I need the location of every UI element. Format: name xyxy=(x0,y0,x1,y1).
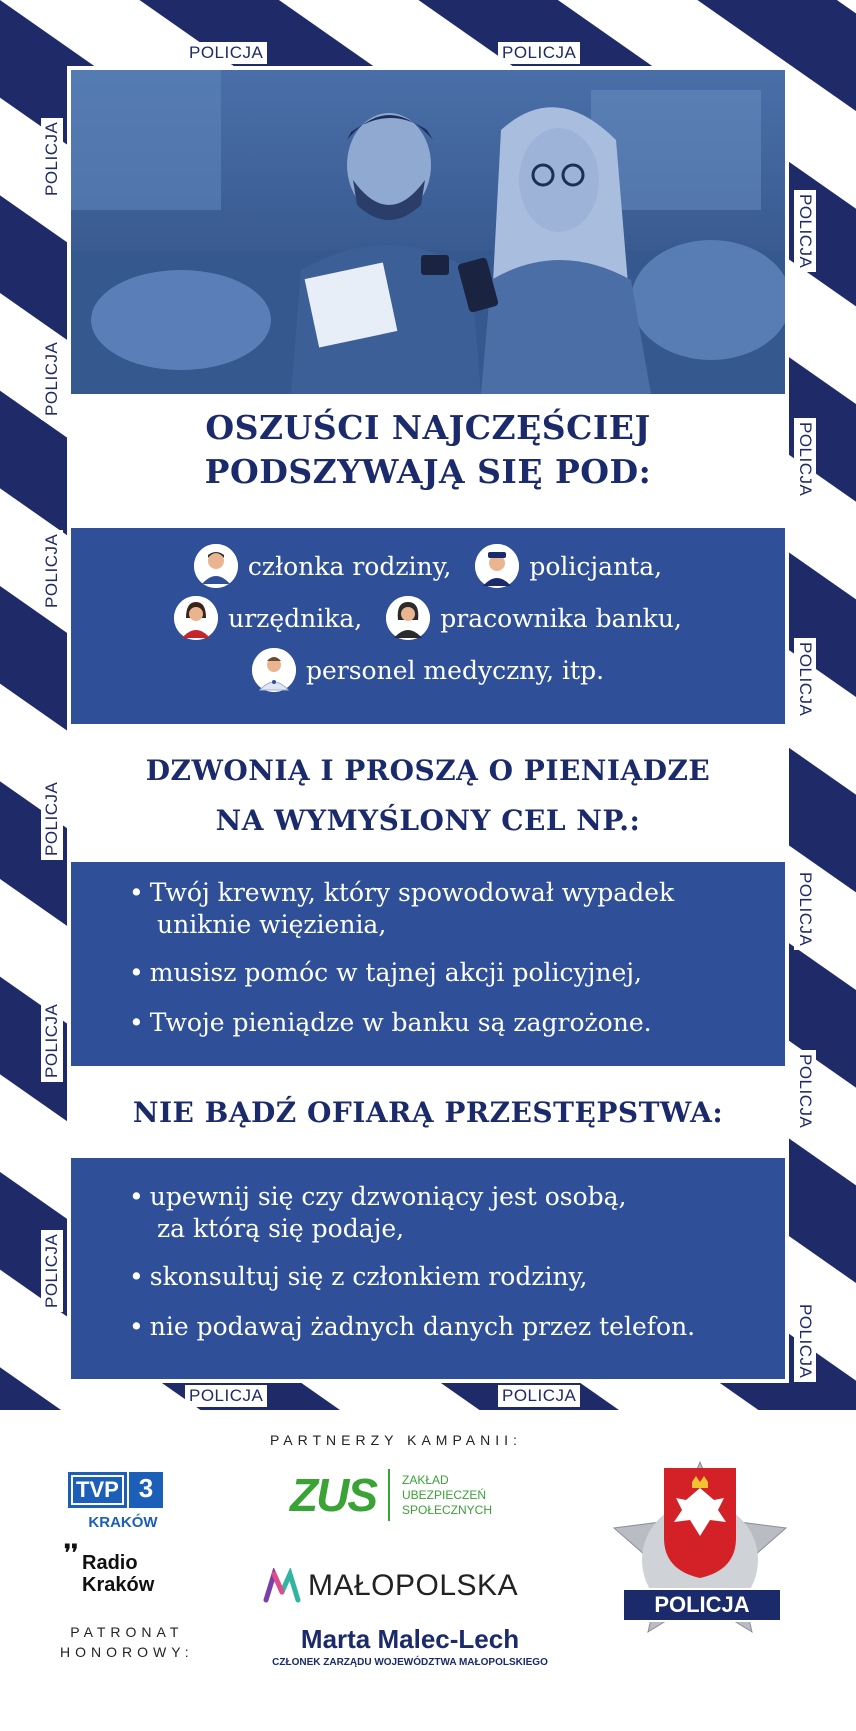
zus-line3: SPOŁECZNYCH xyxy=(402,1502,493,1517)
impersonation-panel xyxy=(71,528,785,724)
border-tag-left-3: POLICJA xyxy=(41,530,63,612)
border-tag-left-2: POLICJA xyxy=(41,338,63,420)
partners-label: PARTNERZY KAMPANII: xyxy=(270,1432,522,1448)
border-tag-right-2: POLICJA xyxy=(794,418,816,500)
border-tag-right-6: POLICJA xyxy=(794,1300,816,1382)
patronat-line1: PATRONAT xyxy=(70,1624,184,1640)
zus-logo xyxy=(290,1468,492,1522)
patron-name: Marta Malec-Lech xyxy=(300,1624,520,1654)
border-tag-right-4: POLICJA xyxy=(794,868,816,950)
couple-with-phone-photo xyxy=(71,70,785,394)
reason-text: Twoje pieniądze w banku są zagrożone. xyxy=(149,1008,652,1037)
heading-impersonators-line2: PODSZYWAJĄ SIĘ POD: xyxy=(204,452,652,491)
advice-text: nie podawaj żadnych danych przez telefon. xyxy=(149,1312,696,1341)
advice-item-continuation: za którą się podaje, xyxy=(157,1214,405,1243)
impersonation-label: członka rodziny, xyxy=(247,551,452,581)
impersonation-item xyxy=(174,596,362,640)
tvp-logo-text: TVP xyxy=(68,1472,127,1508)
family-member-icon xyxy=(194,544,238,588)
impersonation-label: urzędnika, xyxy=(228,603,363,633)
border-tag-right-5: POLICJA xyxy=(794,1050,816,1132)
zus-wordmark: ZUS xyxy=(290,1469,376,1521)
heading-calls-line1: DZWONIĄ I PROSZĄ O PIENIĄDZE xyxy=(145,754,711,787)
reason-item-continuation: uniknie więzienia, xyxy=(157,910,387,939)
border-tag-bottom-left: POLICJA xyxy=(185,1385,267,1407)
impersonation-label: personel medyczny, itp. xyxy=(305,655,605,685)
advice-panel xyxy=(71,1158,785,1379)
honorary-patronage-label xyxy=(60,1622,194,1662)
doctor-icon xyxy=(252,648,296,692)
border-tag-bottom-right: POLICJA xyxy=(498,1385,580,1407)
reason-item: • Twój krewny, który spowodował wypadek xyxy=(129,878,675,907)
malopolska-logo xyxy=(262,1568,518,1604)
clerk-icon xyxy=(174,596,218,640)
tvp3-krakow-logo xyxy=(68,1472,178,1531)
police-officer-icon xyxy=(475,544,519,588)
heading-impersonators-line1: OSZUŚCI NAJCZĘŚCIEJ xyxy=(205,408,651,447)
zus-line2: UBEZPIECZEŃ xyxy=(402,1487,487,1502)
reason-text: musisz pomóc w tajnej akcji policyjnej, xyxy=(149,958,642,987)
border-tag-left-1: POLICJA xyxy=(41,118,63,200)
advice-item: • upewnij się czy dzwoniący jest osobą, xyxy=(129,1182,627,1211)
police-badge-label: POLICJA xyxy=(622,1588,782,1622)
heading-dont-be-victim: NIE BĄDŹ OFIARĄ PRZESTĘPSTWA: xyxy=(132,1096,724,1129)
partners-footer xyxy=(0,1410,856,1731)
border-tag-right-3: POLICJA xyxy=(794,638,816,720)
patronat-line2: HONOROWY: xyxy=(60,1644,194,1660)
border-tag-left-4: POLICJA xyxy=(41,778,63,860)
heading-calls-line2: NA WYMYŚLONY CEL NP.: xyxy=(215,804,641,837)
bank-worker-icon xyxy=(386,596,430,640)
impersonation-item xyxy=(252,648,604,692)
advice-text: skonsultuj się z członkiem rodziny, xyxy=(149,1262,588,1291)
reasons-panel xyxy=(71,862,785,1066)
malopolska-m-icon xyxy=(262,1568,302,1604)
border-tag-top-right: POLICJA xyxy=(498,42,580,64)
quote-mark-icon: ❜❜ xyxy=(64,1540,79,1565)
police-badge xyxy=(612,1460,788,1660)
zus-fullname xyxy=(402,1473,492,1518)
advice-item: • skonsultuj się z członkiem rodziny, xyxy=(129,1262,588,1291)
heading-calls xyxy=(67,746,789,846)
content-frame xyxy=(67,66,789,1383)
advice-item: • nie podawaj żadnych danych przez telefon. xyxy=(129,1312,696,1341)
malopolska-wordmark: MAŁOPOLSKA xyxy=(308,1569,519,1602)
honorary-patron xyxy=(220,1624,600,1668)
zus-line1: ZAKŁAD xyxy=(402,1472,449,1487)
reason-item: • Twoje pieniądze w banku są zagrożone. xyxy=(129,1008,652,1037)
radio-line1: Radio xyxy=(82,1552,138,1574)
radio-krakow-logo xyxy=(64,1540,155,1596)
impersonation-label: pracownika banku, xyxy=(440,603,682,633)
police-star-icon xyxy=(612,1460,788,1660)
advice-text: upewnij się czy dzwoniący jest osobą, xyxy=(149,1182,627,1211)
impersonation-label: policjanta, xyxy=(529,551,663,581)
impersonation-item xyxy=(194,544,451,588)
reason-item: • musisz pomóc w tajnej akcji policyjnej, xyxy=(129,958,642,987)
border-tag-left-6: POLICJA xyxy=(41,1230,63,1312)
tvp-city: KRAKÓW xyxy=(88,1514,158,1531)
impersonation-item xyxy=(475,544,662,588)
tvp-channel-number: 3 xyxy=(129,1472,163,1508)
patron-title: CZŁONEK ZARZĄDU WOJEWÓDZTWA MAŁOPOLSKIEGO xyxy=(272,1657,548,1668)
radio-line2: Kraków xyxy=(82,1574,155,1596)
zus-divider xyxy=(388,1469,390,1521)
reason-text: Twój krewny, który spowodował wypadek xyxy=(149,878,675,907)
impersonation-item xyxy=(386,596,682,640)
heading-impersonators xyxy=(67,406,789,494)
border-tag-right-1: POLICJA xyxy=(794,190,816,272)
border-tag-top-left: POLICJA xyxy=(185,42,267,64)
border-tag-left-5: POLICJA xyxy=(41,1000,63,1082)
